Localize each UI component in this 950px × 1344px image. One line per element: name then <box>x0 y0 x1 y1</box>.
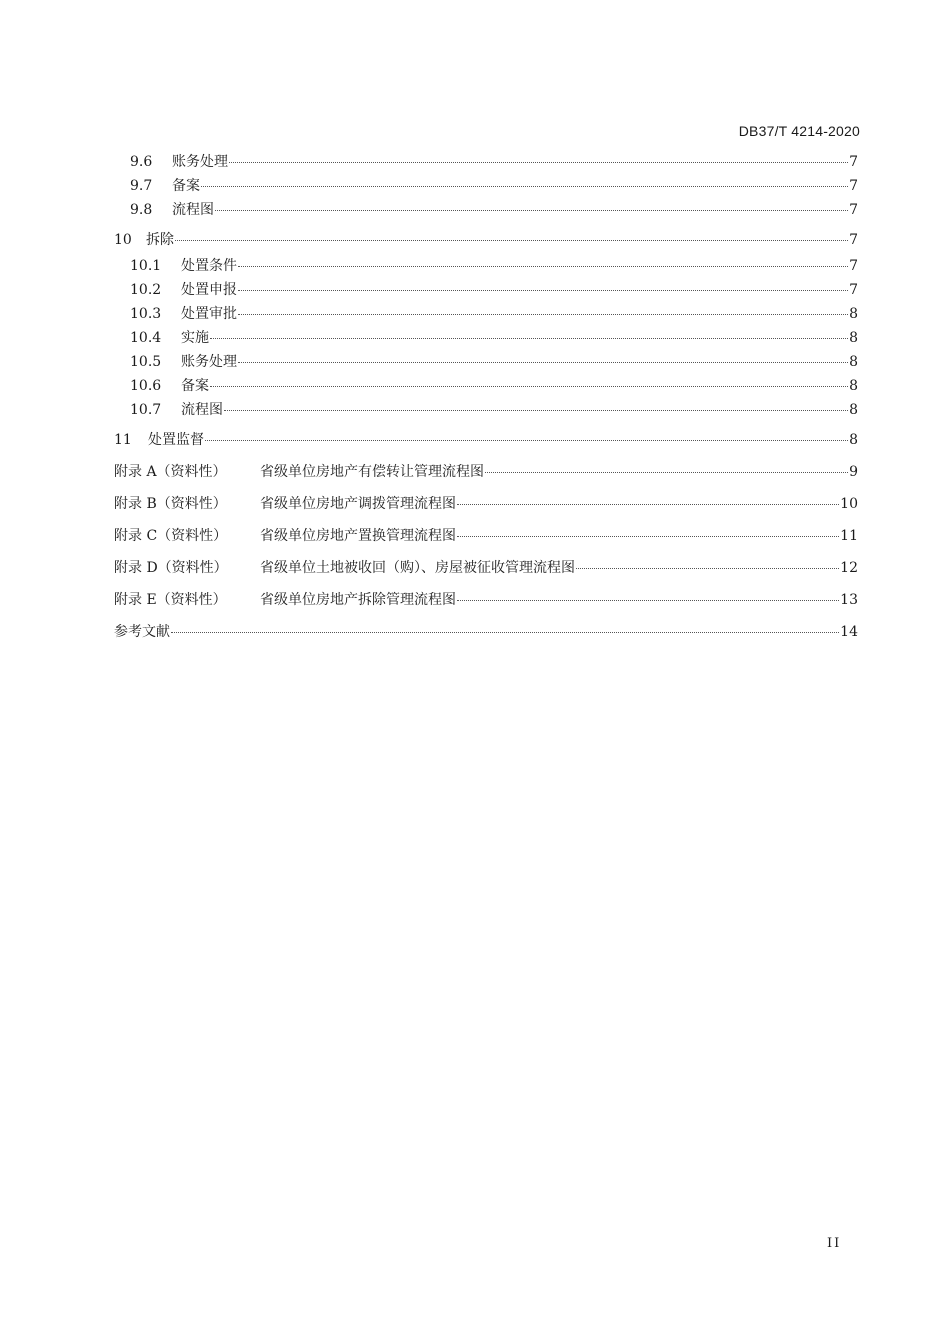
toc-entry-page: 10 <box>840 496 858 512</box>
toc-entry[interactable] <box>130 401 858 419</box>
toc-dot-leader <box>238 310 848 315</box>
toc-dot-leader <box>457 500 839 505</box>
toc-entry-page: 7 <box>849 232 858 248</box>
toc-entry-page: 7 <box>849 202 858 218</box>
toc-entry-page: 13 <box>840 592 858 608</box>
toc-entry-number: 10 <box>114 232 132 248</box>
toc-dot-leader <box>171 628 839 633</box>
toc-entry-number: 附录 A（资料性） <box>114 464 227 480</box>
toc-entry-appendix-a[interactable] <box>114 463 858 481</box>
toc-entry-page: 7 <box>849 154 858 170</box>
toc-dot-leader <box>205 436 848 441</box>
toc-entry-number: 11 <box>114 432 132 448</box>
toc-entry-number: 10.2 <box>130 282 162 298</box>
toc-dot-leader <box>224 406 848 411</box>
toc-entry-title: 省级单位房地产置换管理流程图 <box>260 528 456 544</box>
toc-entry-number: 附录 C（资料性） <box>114 528 228 544</box>
toc-entry-appendix-e[interactable] <box>114 591 858 609</box>
toc-entry-number: 9.6 <box>130 154 153 170</box>
toc-entry[interactable] <box>130 305 858 323</box>
toc-entry-number: 10.4 <box>130 330 162 346</box>
toc-dot-leader <box>175 236 848 241</box>
toc-entry-number: 附录 E（资料性） <box>114 592 227 608</box>
toc-entry[interactable] <box>114 231 858 249</box>
toc-entry-title: 拆除 <box>146 232 174 248</box>
toc-entry-title: 流程图 <box>172 202 214 218</box>
toc-dot-leader <box>201 182 848 187</box>
toc-dot-leader <box>238 286 848 291</box>
toc-entry-page: 8 <box>849 354 858 370</box>
toc-entry-number: 10.7 <box>130 402 162 418</box>
toc-entry-appendix-b[interactable] <box>114 495 858 513</box>
toc-entry-title: 处置审批 <box>181 306 237 322</box>
toc-entry-number: 10.3 <box>130 306 162 322</box>
toc-entry-references[interactable] <box>114 623 858 641</box>
toc-entry-number: 附录 B（资料性） <box>114 496 227 512</box>
toc-entry-title: 处置监督 <box>148 432 204 448</box>
toc-entry-title: 备案 <box>181 378 209 394</box>
toc-entry-page: 12 <box>840 560 858 576</box>
toc-entry-page: 8 <box>849 378 858 394</box>
toc-dot-leader <box>457 532 839 537</box>
toc-entry[interactable] <box>130 257 858 275</box>
toc-entry-page: 7 <box>849 282 858 298</box>
toc-entry-title: 省级单位土地被收回（购）、房屋被征收管理流程图 <box>260 560 575 576</box>
toc-entry-number: 10.6 <box>130 378 162 394</box>
toc-entry-title: 账务处理 <box>172 154 228 170</box>
toc-entry-number: 9.7 <box>130 178 153 194</box>
toc-entry-title: 流程图 <box>181 402 223 418</box>
toc-entry[interactable] <box>130 377 858 395</box>
toc-entry-page: 11 <box>840 528 858 544</box>
toc-entry[interactable] <box>114 431 858 449</box>
page-number: II <box>827 1236 842 1251</box>
toc-entry-page: 14 <box>840 624 858 640</box>
toc-dot-leader <box>210 334 848 339</box>
toc-entry-page: 7 <box>849 258 858 274</box>
toc-dot-leader <box>485 468 848 473</box>
toc-dot-leader <box>238 358 848 363</box>
toc-entry[interactable] <box>130 353 858 371</box>
toc-entry-number: 9.8 <box>130 202 153 218</box>
toc-entry-page: 8 <box>849 306 858 322</box>
document-code: DB37/T 4214-2020 <box>738 123 860 139</box>
toc-entry-page: 7 <box>849 178 858 194</box>
toc-entry-page: 8 <box>849 330 858 346</box>
toc-entry-number: 附录 D（资料性） <box>114 560 228 576</box>
toc-entry-page: 9 <box>849 464 858 480</box>
toc-entry[interactable] <box>130 177 858 195</box>
toc-dot-leader <box>576 564 839 569</box>
toc-entry-title: 处置申报 <box>181 282 237 298</box>
toc-entry-page: 8 <box>849 402 858 418</box>
toc-entry-title: 省级单位房地产有偿转让管理流程图 <box>260 464 484 480</box>
toc-entry-number: 10.5 <box>130 354 162 370</box>
toc-entry-title: 账务处理 <box>181 354 237 370</box>
toc-entry-title: 省级单位房地产拆除管理流程图 <box>260 592 456 608</box>
toc-dot-leader <box>229 158 848 163</box>
toc-entry[interactable] <box>130 329 858 347</box>
toc-dot-leader <box>457 596 839 601</box>
toc-entry-page: 8 <box>849 432 858 448</box>
toc-entry-title: 省级单位房地产调拨管理流程图 <box>260 496 456 512</box>
toc-entry-title: 备案 <box>172 178 200 194</box>
toc-entry-appendix-c[interactable] <box>114 527 858 545</box>
toc-entry-appendix-d[interactable] <box>114 559 858 577</box>
toc-entry[interactable] <box>130 153 858 171</box>
toc-dot-leader <box>210 382 848 387</box>
toc-entry-title: 实施 <box>181 330 209 346</box>
toc-entry-title: 参考文献 <box>114 624 170 640</box>
toc-dot-leader <box>238 262 848 267</box>
toc-entry[interactable] <box>130 201 858 219</box>
toc-dot-leader <box>215 206 848 211</box>
toc-entry[interactable] <box>130 281 858 299</box>
toc-entry-number: 10.1 <box>130 258 162 274</box>
toc-entry-title: 处置条件 <box>181 258 237 274</box>
